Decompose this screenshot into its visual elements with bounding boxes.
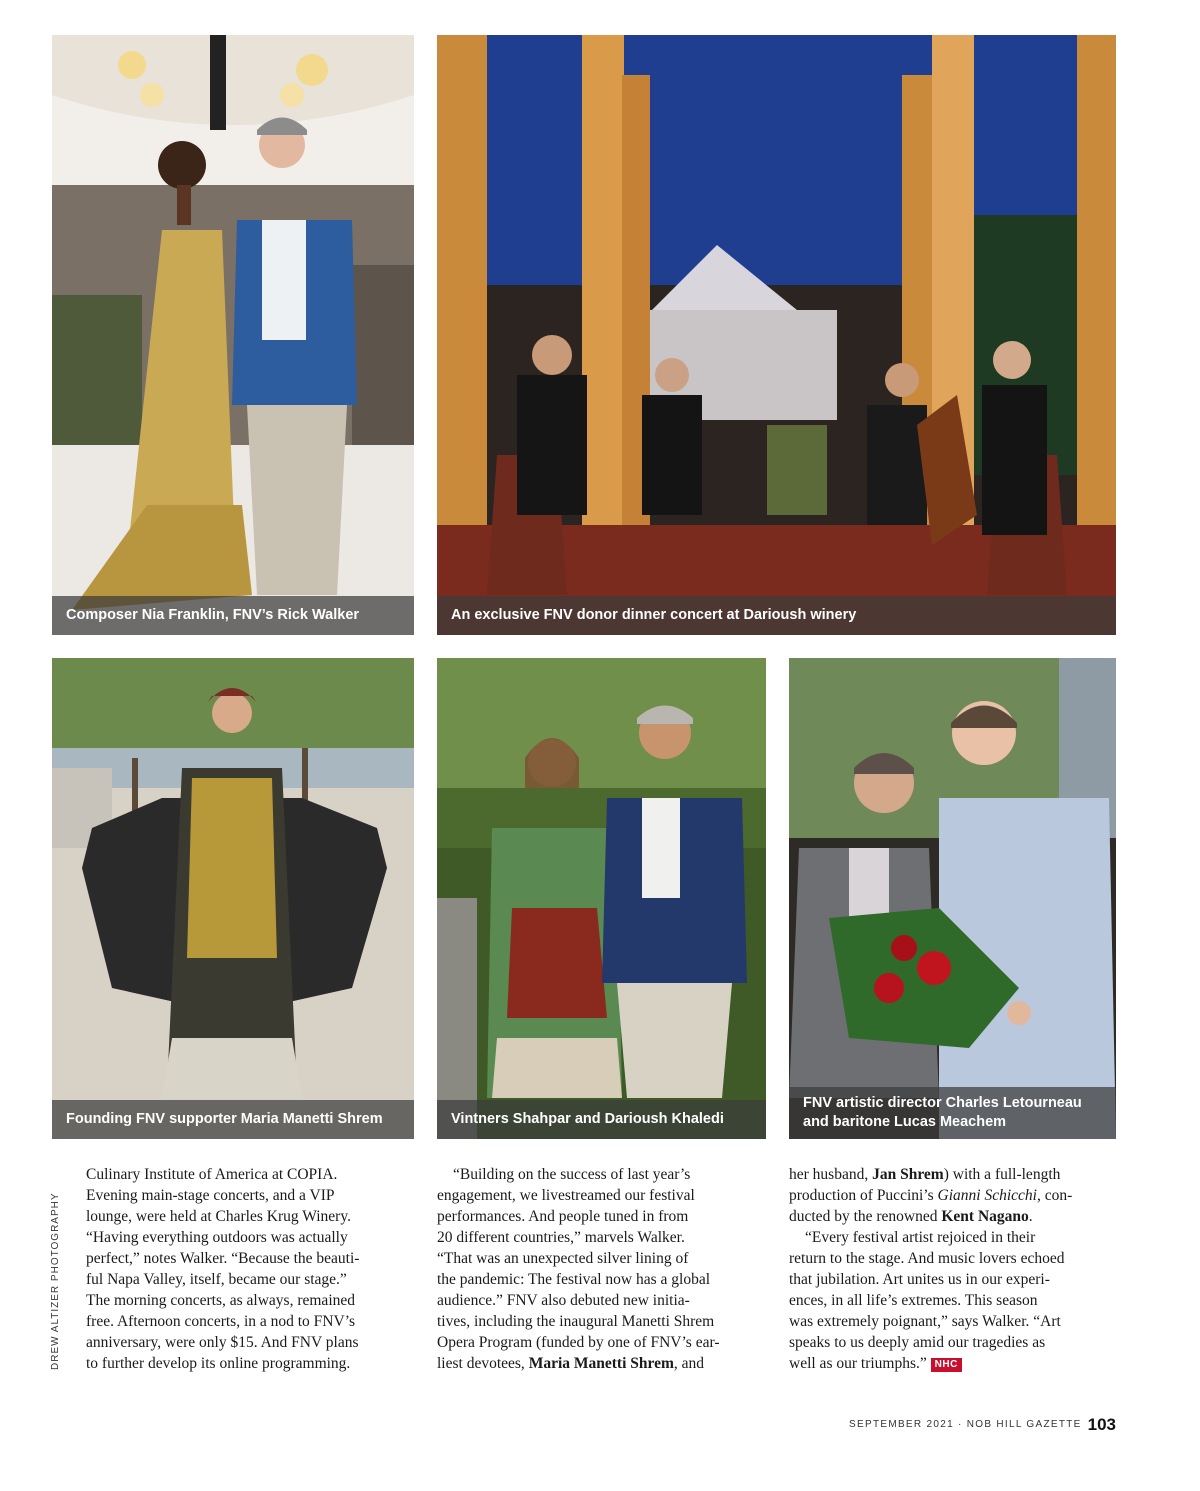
text-run: , con-: [1036, 1187, 1073, 1204]
photo-caption: Composer Nia Franklin, FNV’s Rick Walker: [52, 596, 414, 635]
text-line: “Every festival artist rejoiced in their: [805, 1229, 1036, 1246]
text-line: audience.” FNV also debuted new initia-: [437, 1292, 690, 1309]
bold-name: Kent Nagano: [941, 1208, 1029, 1225]
photo-letourneau-meachem: [789, 658, 1116, 1139]
text-line: free. Afternoon concerts, in a nod to FNV’s: [86, 1313, 356, 1330]
text-line: was extremely poignant,” says Walker. “Art: [789, 1313, 1061, 1330]
text-line: 20 different countries,” marvels Walker.: [437, 1229, 685, 1246]
photo-caption-line: and baritone Lucas Meachem: [803, 1114, 1007, 1130]
text-run: her husband,: [789, 1166, 873, 1183]
text-line: engagement, we livestreamed our festival: [437, 1187, 695, 1204]
text-run: well as our triumphs.”: [789, 1355, 931, 1372]
text-run: , and: [673, 1355, 705, 1372]
text-line: [789, 1164, 1119, 1185]
nhc-end-badge: NHC: [931, 1358, 962, 1372]
text-line: [789, 1353, 1119, 1374]
text-line: ences, in all life’s extremes. This season: [789, 1292, 1038, 1309]
text-line: “That was an unexpected silver lining of: [437, 1250, 689, 1267]
photo-manetti-shrem-image: [52, 658, 414, 1139]
text-run: .: [1028, 1208, 1033, 1225]
text-line: to further develop its online programming.: [86, 1355, 351, 1372]
text-line: perfect,” notes Walker. “Because the beauti-: [86, 1250, 360, 1267]
text-line: lounge, were held at Charles Krug Winery.: [86, 1208, 351, 1225]
text-run: ducted by the renowned: [789, 1208, 942, 1225]
text-line: [789, 1206, 1119, 1227]
photo-donor-concert-image: [437, 35, 1116, 635]
text-line: the pandemic: The festival now has a global: [437, 1271, 711, 1288]
text-line: [789, 1185, 1119, 1206]
photo-letourneau-meachem-image: [789, 658, 1116, 1139]
text-line: ful Napa Valley, itself, became our stage.”: [86, 1271, 347, 1288]
italic-title: Gianni Schicchi: [937, 1187, 1037, 1204]
text-run: liest devotees,: [437, 1355, 529, 1372]
text-line: The morning concerts, as always, remained: [86, 1292, 356, 1309]
photo-credit: DREW ALTIZER PHOTOGRAPHY: [50, 1192, 61, 1370]
bold-name: Jan Shrem: [872, 1166, 944, 1183]
photo-khaledi: [437, 658, 766, 1139]
photo-franklin-walker-image: [52, 35, 414, 635]
text-line: performances. And people tuned in from: [437, 1208, 689, 1225]
article-column-3: [789, 1164, 1119, 1374]
photo-manetti-shrem: [52, 658, 414, 1139]
page-number: 103: [1087, 1415, 1116, 1434]
photo-caption: An exclusive FNV donor dinner concert at Darioush winery: [437, 596, 1116, 635]
text-line: “Having everything outdoors was actually: [86, 1229, 348, 1246]
photo-franklin-walker: [52, 35, 414, 635]
text-line: Culinary Institute of America at COPIA.: [86, 1166, 338, 1183]
text-line: tives, including the inaugural Manetti Shrem: [437, 1313, 715, 1330]
photo-khaledi-image: [437, 658, 766, 1139]
text-run: ) with a full-length: [943, 1166, 1061, 1183]
photo-caption-line: FNV artistic director Charles Letourneau: [803, 1095, 1082, 1111]
text-line: “Building on the success of last year’s: [453, 1166, 691, 1183]
photo-caption: Founding FNV supporter Maria Manetti Shrem: [52, 1100, 414, 1139]
text-line: that jubilation. Art unites us in our experi-: [789, 1271, 1050, 1288]
folio-magazine: SEPTEMBER 2021 · NOB HILL GAZETTE: [849, 1419, 1082, 1430]
text-line: [437, 1353, 767, 1374]
photo-caption: [789, 1087, 1116, 1139]
article-column-2: [437, 1164, 767, 1374]
text-line: return to the stage. And music lovers echoed: [789, 1250, 1065, 1267]
text-line: anniversary, were only $15. And FNV plans: [86, 1334, 359, 1351]
bold-name: Maria Manetti Shrem: [528, 1355, 674, 1372]
photo-donor-concert: [437, 35, 1116, 635]
text-line: Evening main-stage concerts, and a VIP: [86, 1187, 335, 1204]
page-folio: [849, 1415, 1116, 1435]
text-run: production of Puccini’s: [789, 1187, 938, 1204]
article-column-1: [86, 1164, 416, 1374]
text-line: Opera Program (funded by one of FNV’s ear-: [437, 1334, 720, 1351]
photo-caption: Vintners Shahpar and Darioush Khaledi: [437, 1100, 766, 1139]
text-line: speaks to us deeply amid our tragedies as: [789, 1334, 1046, 1351]
